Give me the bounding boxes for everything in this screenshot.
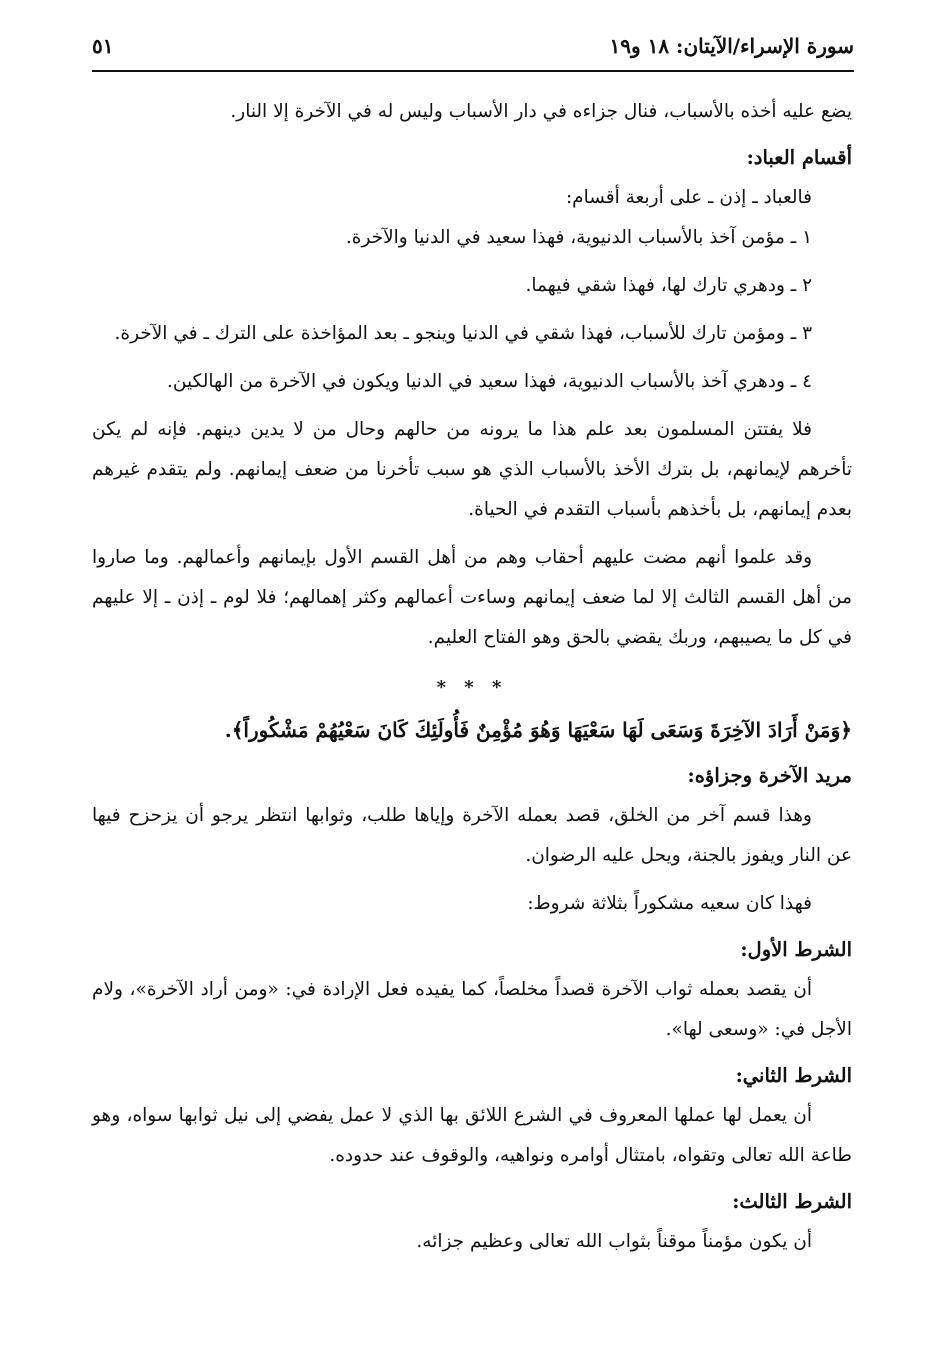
- paragraph-shart-3: أن يكون مؤمناً موقناً بثواب الله تعالى وعظيم جزائه.: [416, 1231, 812, 1252]
- page-body: [92, 92, 852, 1262]
- heading-shart-3: الشرط الثالث:: [732, 1190, 852, 1213]
- page-header: [92, 34, 854, 68]
- page-number: ٥١: [92, 34, 114, 58]
- list-item-4: ٤ ـ ودهري آخذ بالأسباب الدنيوية، فهذا سعيد في الدنيا ويكون في الآخرة من الهالكين.: [167, 371, 812, 392]
- paragraph-aqsam-intro: فالعباد ـ إذن ـ على أربعة أقسام:: [565, 187, 812, 208]
- paragraph-fitna: فلا يفتتن المسلمون بعد علم هذا ما يرونه من حالهم وحال من لا يدين دينهم. فإنه لم يكن تأخرهم لإيمانهم، بل بترك الأخذ بالأسباب الذي هو سبب تأخرنا من ضعف إيمانهم. ولم يتقدم غيرهم بعدم إيمانهم، بل بأخذهم بأسباب التقدم في الحياة.: [92, 419, 852, 520]
- paragraph-shart-1: أن يقصد بعمله ثواب الآخرة قصداً مخلصاً، كما يفيده فعل الإرادة في: «ومن أراد الآخرة»، ولام الأجل في: «وسعى لها».: [92, 979, 852, 1040]
- list-item-3: ٣ ـ ومؤمن تارك للأسباب، فهذا شقي في الدنيا وينجو ـ بعد المؤاخذة على الترك ـ في الآخرة.: [114, 323, 812, 344]
- running-title: سورة الإسراء/الآيتان: ١٨ و١٩: [609, 34, 854, 58]
- heading-aqsam-al-ibad: أقسام العباد:: [746, 146, 852, 169]
- heading-shart-2: الشرط الثاني:: [735, 1064, 852, 1087]
- heading-shart-1: الشرط الأول:: [740, 938, 852, 961]
- list-item-1: ١ ـ مؤمن آخذ بالأسباب الدنيوية، فهذا سعيد في الدنيا والآخرة.: [345, 227, 812, 248]
- paragraph-murid: وهذا قسم آخر من الخلق، قصد بعمله الآخرة وإياها طلب، وثوابها انتظر يرجو أن يزحزح فيها عن النار ويفوز بالجنة، ويحل عليه الرضوان.: [92, 805, 852, 866]
- list-item-2: ٢ ـ ودهري تارك لها، فهذا شقي فيهما.: [525, 275, 812, 296]
- paragraph-continuation: يضع عليه أخذه بالأسباب، فنال جزاءه في دار الأسباب وليس له في الآخرة إلا النار.: [230, 101, 852, 122]
- paragraph-ahqab: وقد علموا أنهم مضت عليهم أحقاب وهم من أهل القسم الأول بإيمانهم وأعمالهم. وما صاروا من أهل القسم الثالث إلا لما ضعف إيمانهم وساءت أعمالهم وكثر إهمالهم؛ فلا لوم ـ إذن ـ إلا عليهم في كل ما يصيبهم، وربك يقضي بالحق وهو الفتاح العليم.: [92, 547, 852, 648]
- section-divider-stars: * * *: [436, 677, 508, 698]
- heading-murid-al-akhira: مريد الآخرة وجزاؤه:: [687, 764, 852, 787]
- quran-verse: ﴿وَمَنْ أَرَادَ الآخِرَةَ وَسَعَى لَهَا سَعْيَهَا وَهُوَ مُؤْمِنٌ فَأُولَئِكَ كَانَ سَعْيُهُمْ مَشْكُوراً﴾.: [224, 718, 852, 742]
- paragraph-shurut: فهذا كان سعيه مشكوراً بثلاثة شروط:: [527, 893, 812, 914]
- paragraph-shart-2: أن يعمل لها عملها المعروف في الشرع اللائق بها الذي لا عمل يفضي إلى نيل ثوابها سواه، وهو طاعة الله تعالى وتقواه، بامتثال أوامره ونواهيه، والوقوف عند حدوده.: [92, 1105, 852, 1166]
- header-rule: [92, 70, 854, 72]
